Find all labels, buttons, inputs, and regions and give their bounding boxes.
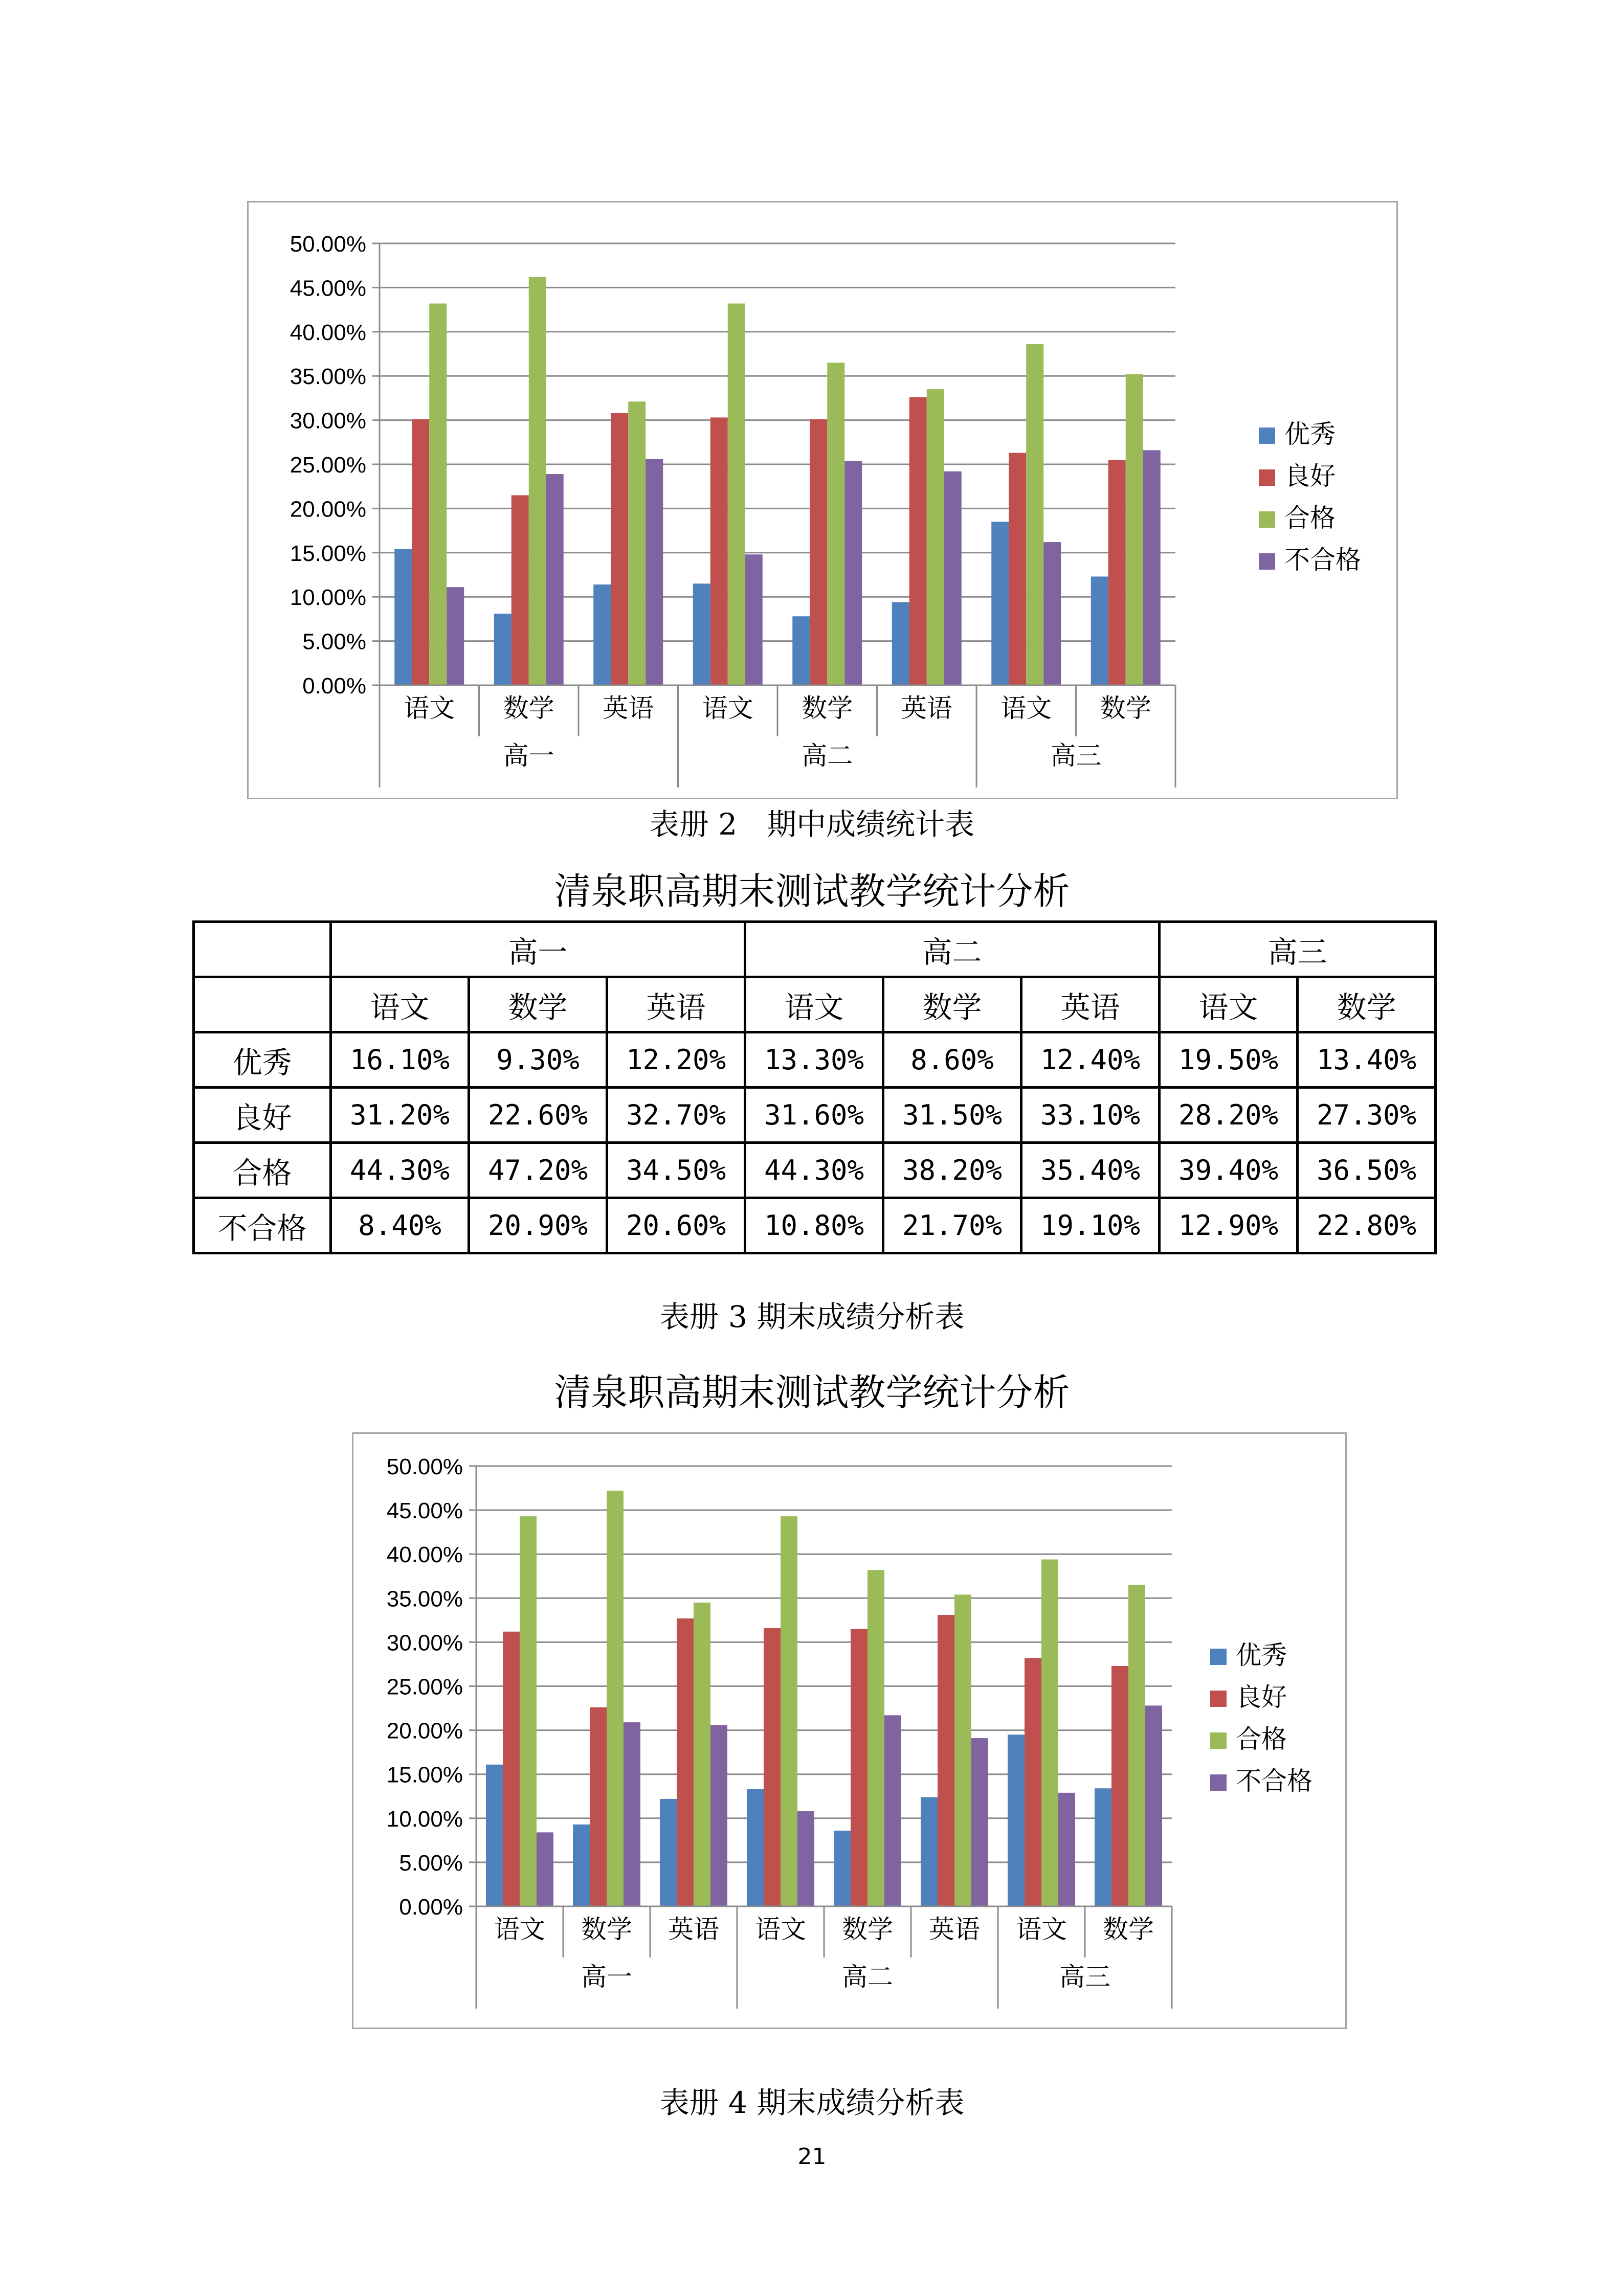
row-label: 优秀: [194, 1032, 331, 1088]
x-tick-label: 数学: [802, 693, 853, 723]
bar: [1043, 542, 1061, 685]
final-stats-table: [192, 920, 1437, 1254]
bar: [892, 602, 909, 685]
table-cell: 20.90%: [469, 1198, 607, 1253]
grade-header: 高三: [1160, 922, 1436, 977]
bar: [607, 1491, 624, 1906]
legend-swatch: [1210, 1732, 1227, 1749]
bar: [1091, 576, 1108, 685]
y-tick-label: 5.00%: [302, 629, 366, 655]
table-cell: 19.10%: [1021, 1198, 1160, 1253]
table-cell: 21.70%: [883, 1198, 1021, 1253]
bar: [792, 616, 810, 685]
y-tick-label: 30.00%: [386, 1630, 463, 1656]
bar: [693, 583, 710, 685]
bar: [1111, 1666, 1128, 1906]
grade-header: 高一: [331, 922, 745, 977]
x-tick-label: 语文: [404, 693, 455, 723]
table-cell: 31.60%: [745, 1088, 883, 1143]
bar: [827, 363, 844, 685]
bar: [494, 614, 511, 685]
bar: [1126, 374, 1143, 685]
table-cell: 16.10%: [331, 1032, 469, 1088]
table-cell: 28.20%: [1160, 1088, 1298, 1143]
table-row: [194, 1032, 1436, 1088]
bar: [660, 1799, 677, 1906]
bar: [1143, 450, 1161, 685]
table-row: [194, 1143, 1436, 1198]
row-label: 良好: [194, 1088, 331, 1143]
table-cell: 36.50%: [1298, 1143, 1436, 1198]
table-cell: 22.80%: [1298, 1198, 1436, 1253]
legend-label: 优秀: [1236, 1640, 1287, 1670]
bar: [412, 419, 429, 685]
y-tick-label: 25.00%: [386, 1674, 463, 1700]
bar: [593, 584, 611, 685]
table-cell: 47.20%: [469, 1143, 607, 1198]
bar: [1026, 344, 1043, 685]
table-cell: 38.20%: [883, 1143, 1021, 1198]
bar: [927, 389, 944, 685]
bar: [781, 1516, 797, 1906]
y-tick-label: 10.00%: [290, 585, 366, 611]
y-tick-label: 30.00%: [290, 408, 366, 434]
x-tick-label: 英语: [901, 693, 952, 723]
bar: [954, 1594, 971, 1906]
x-tick-label: 英语: [603, 693, 654, 723]
legend-label: 优秀: [1284, 419, 1336, 449]
bar: [573, 1825, 590, 1906]
legend-swatch: [1259, 553, 1275, 570]
table-cell: 8.40%: [331, 1198, 469, 1253]
table-cell: 8.60%: [883, 1032, 1021, 1088]
y-tick-label: 40.00%: [386, 1542, 463, 1568]
table-row: [194, 1198, 1436, 1253]
table-cell: 27.30%: [1298, 1088, 1436, 1143]
bar: [511, 495, 529, 685]
x-tick-label: 语文: [494, 1915, 545, 1944]
group-label: 高二: [802, 741, 853, 771]
bar: [1008, 1735, 1025, 1906]
bar: [867, 1570, 884, 1906]
bar: [884, 1715, 901, 1906]
x-tick-label: 语文: [702, 693, 753, 723]
bar: [797, 1811, 814, 1906]
subject-header: 语文: [745, 977, 883, 1032]
corner-cell: [194, 922, 331, 977]
bar: [546, 474, 564, 685]
bar: [810, 419, 827, 685]
bar: [646, 459, 663, 685]
table-row: [194, 922, 1436, 977]
legend-swatch: [1210, 1774, 1227, 1791]
y-tick-label: 25.00%: [290, 453, 366, 478]
bar: [694, 1603, 710, 1906]
bar: [611, 413, 628, 685]
group-label: 高一: [503, 741, 554, 771]
bar: [520, 1516, 537, 1906]
legend-label: 合格: [1284, 503, 1336, 533]
table-cell: 44.30%: [331, 1143, 469, 1198]
table-cell: 33.10%: [1021, 1088, 1160, 1143]
x-tick-label: 英语: [929, 1915, 980, 1944]
x-tick-label: 语文: [755, 1915, 806, 1944]
y-tick-label: 5.00%: [399, 1850, 463, 1876]
bar: [851, 1629, 867, 1906]
y-tick-label: 10.00%: [386, 1806, 463, 1832]
table-cell: 34.50%: [607, 1143, 745, 1198]
table-caption: 表册 3 期末成绩分析表: [659, 1299, 965, 1334]
x-tick-label: 语文: [1016, 1915, 1067, 1944]
table-cell: 31.50%: [883, 1088, 1021, 1143]
bar: [1009, 453, 1026, 685]
subject-header: 数学: [469, 977, 607, 1032]
bar: [834, 1831, 851, 1906]
grade-header: 高二: [745, 922, 1160, 977]
legend-label: 不合格: [1236, 1766, 1312, 1796]
y-tick-label: 40.00%: [290, 320, 366, 345]
legend-label: 良好: [1284, 461, 1336, 491]
table-cell: 20.60%: [607, 1198, 745, 1253]
row-label: 不合格: [194, 1198, 331, 1253]
table-cell: 10.80%: [745, 1198, 883, 1253]
corner-cell: [194, 977, 331, 1032]
subject-header: 数学: [1298, 977, 1436, 1032]
group-label: 高三: [1059, 1962, 1110, 1992]
bar: [628, 401, 646, 685]
table-cell: 19.50%: [1160, 1032, 1298, 1088]
table-cell: 13.40%: [1298, 1032, 1436, 1088]
x-tick-label: 数学: [1103, 1915, 1154, 1944]
group-label: 高一: [581, 1962, 632, 1992]
bar: [1145, 1705, 1162, 1906]
subject-header: 语文: [1160, 977, 1298, 1032]
bar: [486, 1765, 503, 1906]
legend-swatch: [1259, 427, 1275, 444]
table-cell: 35.40%: [1021, 1143, 1160, 1198]
group-label: 高二: [842, 1962, 893, 1992]
chart2-caption: 表册 4 期末成绩分析表: [659, 2085, 965, 2120]
table-cell: 22.60%: [469, 1088, 607, 1143]
x-tick-label: 数学: [842, 1915, 893, 1944]
y-tick-label: 20.00%: [386, 1718, 463, 1744]
bar: [921, 1797, 938, 1906]
table-cell: 12.40%: [1021, 1032, 1160, 1088]
y-tick-label: 0.00%: [399, 1895, 463, 1920]
legend-swatch: [1210, 1691, 1227, 1707]
table-title: 清泉职高期末测试教学统计分析: [554, 870, 1070, 913]
x-tick-label: 语文: [1000, 693, 1052, 723]
bar: [1128, 1585, 1145, 1906]
chart2-title: 清泉职高期末测试教学统计分析: [554, 1371, 1070, 1414]
bar: [677, 1618, 694, 1906]
table-cell: 31.20%: [331, 1088, 469, 1143]
x-tick-label: 数学: [581, 1915, 632, 1944]
subject-header: 数学: [883, 977, 1021, 1032]
bar: [728, 304, 745, 685]
table-row: [194, 977, 1436, 1032]
bar: [971, 1738, 988, 1906]
bar: [503, 1632, 520, 1906]
bar: [537, 1832, 553, 1906]
table-cell: 44.30%: [745, 1143, 883, 1198]
y-tick-label: 35.00%: [386, 1586, 463, 1612]
bar: [590, 1707, 607, 1906]
bar: [447, 587, 464, 685]
table-cell: 39.40%: [1160, 1143, 1298, 1198]
bar: [529, 277, 546, 685]
bar: [710, 1725, 727, 1906]
y-tick-label: 45.00%: [386, 1498, 463, 1524]
chart-svg: [353, 1434, 1348, 2031]
legend-swatch: [1210, 1649, 1227, 1665]
bar: [1025, 1658, 1041, 1906]
legend-swatch: [1259, 469, 1275, 486]
bar: [747, 1789, 764, 1906]
final-bar-chart: [352, 1432, 1347, 2029]
y-tick-label: 15.00%: [386, 1762, 463, 1788]
x-tick-label: 英语: [668, 1915, 719, 1944]
y-tick-label: 50.00%: [386, 1454, 463, 1479]
bar: [844, 461, 862, 685]
bar: [1095, 1788, 1111, 1906]
table-cell: 9.30%: [469, 1032, 607, 1088]
bar: [710, 417, 728, 685]
x-tick-label: 数学: [503, 693, 554, 723]
table-cell: 32.70%: [607, 1088, 745, 1143]
bar: [991, 522, 1009, 685]
bar: [394, 549, 412, 685]
bar: [429, 304, 447, 685]
chart1-caption: 表册 2 期中成绩统计表: [649, 807, 975, 842]
legend-swatch: [1259, 511, 1275, 528]
y-tick-label: 20.00%: [290, 497, 366, 522]
legend-label: 合格: [1236, 1724, 1287, 1754]
midterm-bar-chart: [247, 201, 1398, 799]
bar: [764, 1628, 781, 1906]
table-cell: 12.20%: [607, 1032, 745, 1088]
subject-header: 英语: [1021, 977, 1160, 1032]
y-tick-label: 45.00%: [290, 276, 366, 301]
bar: [745, 554, 763, 685]
page-number: 21: [797, 2144, 827, 2170]
bar: [944, 471, 962, 685]
bar: [1058, 1793, 1075, 1906]
bar: [909, 397, 927, 685]
chart-svg: [249, 202, 1399, 801]
x-tick-label: 数学: [1100, 693, 1151, 723]
bar: [624, 1722, 640, 1906]
subject-header: 语文: [331, 977, 469, 1032]
bar: [1108, 460, 1126, 685]
legend-label: 不合格: [1284, 545, 1361, 575]
table-cell: 13.30%: [745, 1032, 883, 1088]
table-cell: 12.90%: [1160, 1198, 1298, 1253]
legend-label: 良好: [1236, 1682, 1287, 1712]
y-tick-label: 15.00%: [290, 541, 366, 566]
row-label: 合格: [194, 1143, 331, 1198]
bar: [938, 1615, 954, 1906]
bar: [1041, 1560, 1058, 1906]
subject-header: 英语: [607, 977, 745, 1032]
table-row: [194, 1088, 1436, 1143]
y-tick-label: 50.00%: [290, 232, 366, 257]
group-label: 高三: [1050, 741, 1102, 771]
y-tick-label: 0.00%: [302, 673, 366, 699]
y-tick-label: 35.00%: [290, 364, 366, 390]
